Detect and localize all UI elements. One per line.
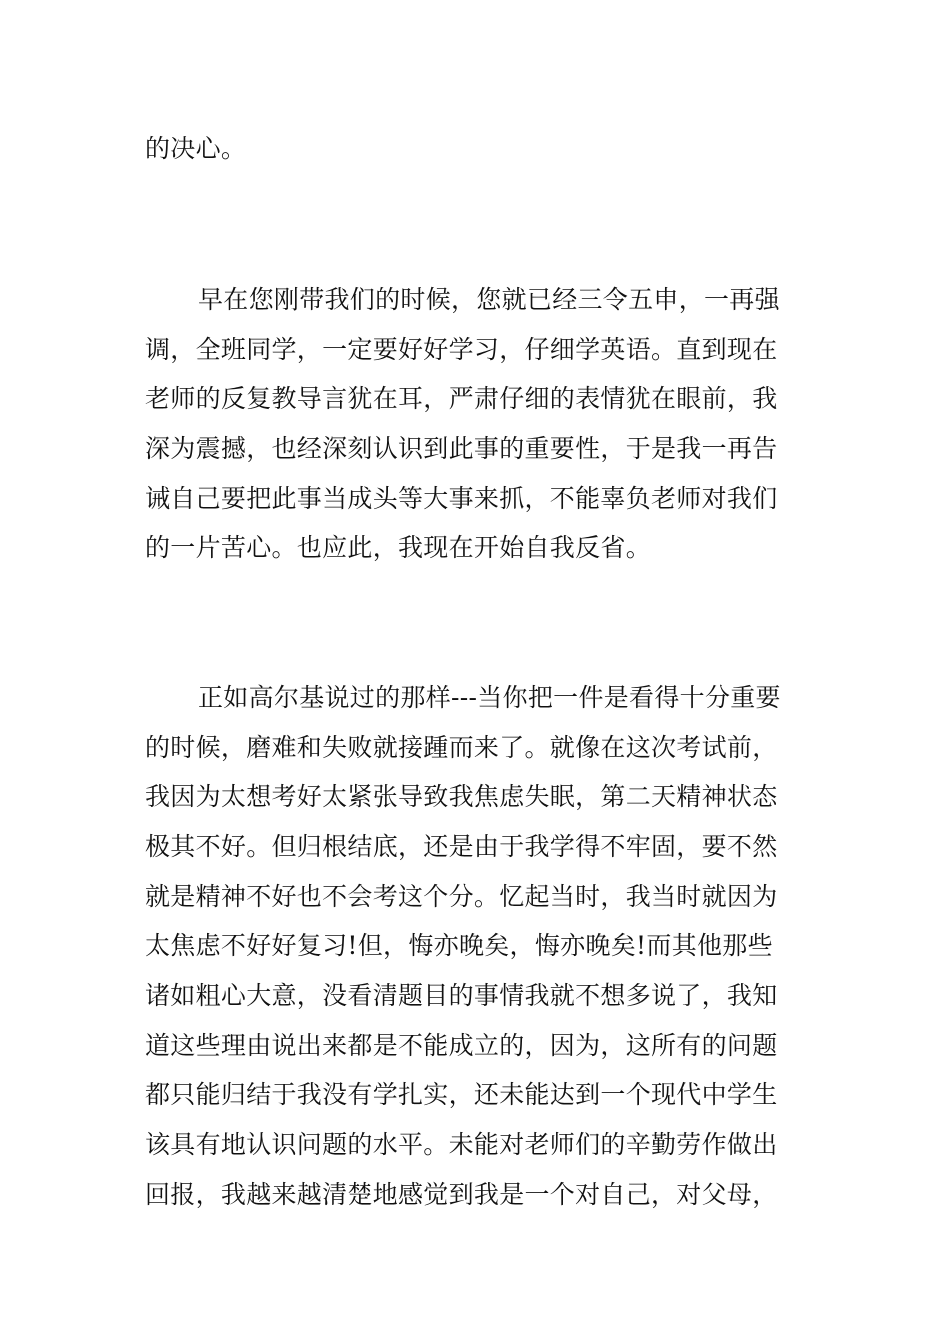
paragraph-2-line-4: 极其不好。但归根结底，还是由于我学得不牢固，要不然	[145, 832, 778, 861]
paragraph-2-line-2: 的时候，磨难和失败就接踵而来了。就像在这次考试前，	[145, 733, 778, 762]
paragraph-1-line-1: 早在您刚带我们的时候，您就已经三令五申，一再强	[198, 285, 780, 314]
paragraph-1-line-4: 深为震撼，也经深刻认识到此事的重要性，于是我一再告	[145, 434, 778, 463]
paragraph-2-line-5: 就是精神不好也不会考这个分。忆起当时，我当时就因为	[145, 882, 778, 911]
paragraph-2-line-11: 回报，我越来越清楚地感觉到我是一个对自己，对父母，	[145, 1180, 778, 1209]
paragraph-1-line-3: 老师的反复教导言犹在耳，严肃仔细的表情犹在眼前，我	[145, 384, 778, 413]
paragraph-2-line-8: 道这些理由说出来都是不能成立的，因为，这所有的问题	[145, 1031, 778, 1060]
paragraph-2-line-3: 我因为太想考好太紧张导致我焦虑失眠，第二天精神状态	[145, 782, 778, 811]
paragraph-1-line-2: 调，全班同学，一定要好好学习，仔细学英语。直到现在	[145, 335, 778, 364]
paragraph-2-line-1: 正如高尔基说过的那样---当你把一件是看得十分重要	[198, 683, 781, 712]
paragraph-2-line-6: 太焦虑不好好复习!但，悔亦晚矣，悔亦晚矣!而其他那些	[145, 931, 773, 960]
paragraph-2-line-7: 诸如粗心大意，没看清题目的事情我就不想多说了，我知	[145, 981, 778, 1010]
paragraph-2-line-9: 都只能归结于我没有学扎实，还未能达到一个现代中学生	[145, 1080, 778, 1109]
paragraph-2-line-10: 该具有地认识问题的水平。未能对老师们的辛勤劳作做出	[145, 1130, 778, 1159]
paragraph-0-line-1: 的决心。	[145, 134, 247, 163]
paragraph-1-line-6: 的一片苦心。也应此，我现在开始自我反省。	[145, 533, 652, 562]
paragraph-1-line-5: 诫自己要把此事当成头等大事来抓，不能辜负老师对我们	[145, 484, 778, 513]
